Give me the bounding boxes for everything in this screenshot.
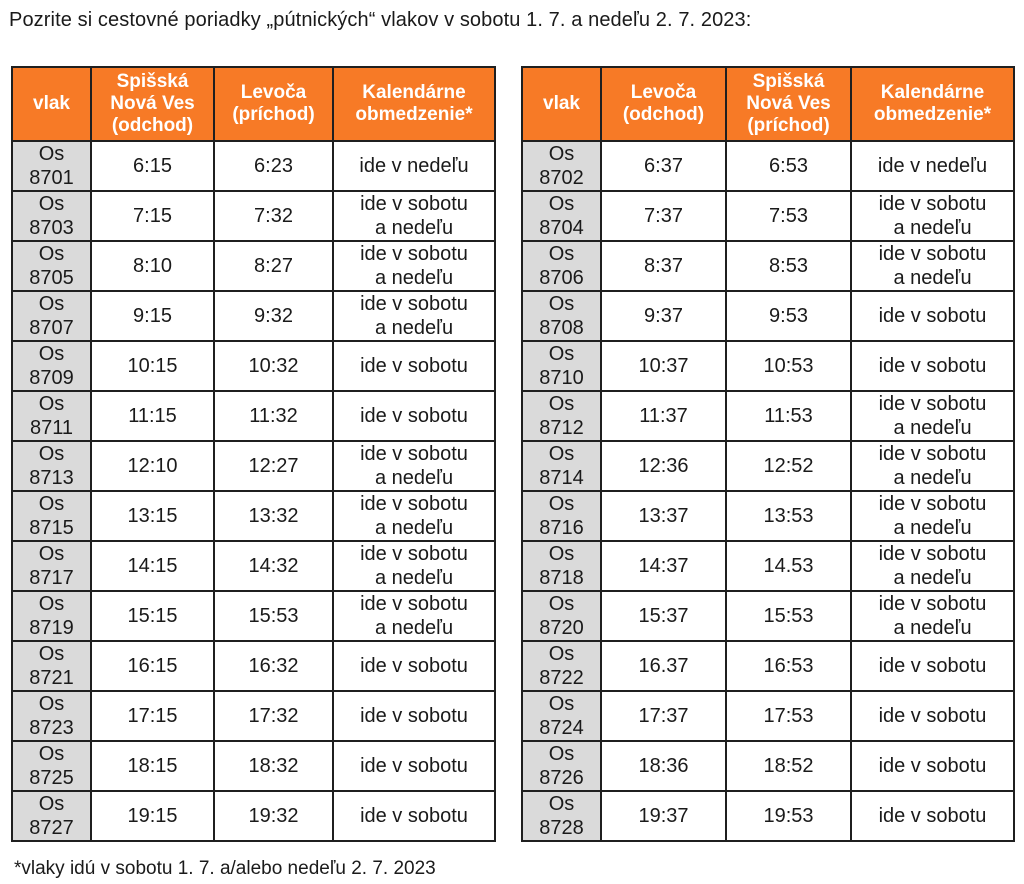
calendar-restriction-line: ide v sobotu bbox=[360, 493, 468, 515]
departure-time: 13:37 bbox=[601, 491, 726, 541]
header-restriction-line: Kalendárne bbox=[880, 82, 985, 103]
table-row bbox=[522, 241, 1014, 291]
header-departure bbox=[91, 67, 214, 141]
arrival-time: 9:53 bbox=[726, 291, 851, 341]
table-row bbox=[12, 391, 495, 441]
train-cell bbox=[522, 741, 601, 791]
footnote: *vlaky idú v sobotu 1. 7. a/alebo nedeľu 2. 7. 2023 bbox=[14, 858, 436, 879]
departure-time: 14:37 bbox=[601, 541, 726, 591]
calendar-restriction bbox=[333, 291, 495, 341]
table-row bbox=[522, 491, 1014, 541]
header-departure-line: (odchod) bbox=[111, 115, 194, 136]
calendar-restriction-line: ide v sobotu bbox=[878, 305, 987, 327]
calendar-restriction-line: ide v sobotu bbox=[878, 705, 987, 727]
train-cell bbox=[522, 341, 601, 391]
calendar-restriction bbox=[851, 491, 1014, 541]
calendar-restriction bbox=[851, 441, 1014, 491]
calendar-restriction-line: ide v sobotu bbox=[878, 393, 987, 415]
train-cell bbox=[12, 741, 91, 791]
table-row bbox=[522, 591, 1014, 641]
train-number: 8714 bbox=[539, 467, 584, 489]
calendar-restriction bbox=[851, 691, 1014, 741]
train-cell bbox=[522, 491, 601, 541]
table-row bbox=[12, 191, 495, 241]
departure-time: 12:36 bbox=[601, 441, 726, 491]
departure-time: 18:15 bbox=[91, 741, 214, 791]
departure-time: 18:36 bbox=[601, 741, 726, 791]
calendar-restriction bbox=[851, 541, 1014, 591]
departure-time: 7:15 bbox=[91, 191, 214, 241]
train-number: 8710 bbox=[539, 367, 584, 389]
header-row bbox=[522, 67, 1014, 141]
calendar-restriction-line: a nedeľu bbox=[893, 417, 972, 439]
departure-time: 17:37 bbox=[601, 691, 726, 741]
calendar-restriction-line: a nedeľu bbox=[374, 517, 454, 539]
train-cell bbox=[12, 641, 91, 691]
arrival-time: 11:53 bbox=[726, 391, 851, 441]
train-number: 8720 bbox=[539, 617, 584, 639]
train-number: 8706 bbox=[539, 267, 584, 289]
train-type: Os bbox=[38, 293, 65, 315]
train-number: 8713 bbox=[29, 467, 74, 489]
calendar-restriction bbox=[333, 591, 495, 641]
train-type: Os bbox=[38, 393, 65, 415]
train-type: Os bbox=[548, 443, 575, 465]
departure-time: 6:37 bbox=[601, 141, 726, 191]
train-cell bbox=[12, 791, 91, 841]
table-row bbox=[12, 741, 495, 791]
arrival-time: 19:53 bbox=[726, 791, 851, 841]
train-type: Os bbox=[548, 493, 575, 515]
calendar-restriction bbox=[851, 341, 1014, 391]
calendar-restriction-line: ide v sobotu bbox=[878, 593, 987, 615]
page-title: Pozrite si cestovné poriadky „pútnických“ vlakov v sobotu 1. 7. a nedeľu 2. 7. 2023: bbox=[9, 9, 752, 31]
train-cell bbox=[522, 541, 601, 591]
header-restriction-line: Kalendárne bbox=[362, 82, 466, 103]
train-number: 8711 bbox=[29, 417, 73, 439]
calendar-restriction-line: ide v sobotu bbox=[878, 443, 987, 465]
train-number: 8702 bbox=[539, 167, 584, 189]
train-type: Os bbox=[548, 293, 575, 315]
train-cell bbox=[12, 691, 91, 741]
train-type: Os bbox=[38, 493, 65, 515]
train-cell bbox=[522, 691, 601, 741]
header-departure-line: Levoča bbox=[630, 82, 697, 103]
table-row bbox=[12, 141, 495, 191]
table-row bbox=[12, 541, 495, 591]
calendar-restriction-line: a nedeľu bbox=[893, 467, 972, 489]
calendar-restriction bbox=[333, 741, 495, 791]
calendar-restriction-line: a nedeľu bbox=[374, 217, 454, 239]
table-row bbox=[522, 791, 1014, 841]
train-type: Os bbox=[548, 193, 575, 215]
train-number: 8715 bbox=[29, 517, 74, 539]
train-number: 8718 bbox=[539, 567, 584, 589]
table-row bbox=[12, 291, 495, 341]
arrival-time: 11:32 bbox=[214, 391, 333, 441]
header-departure-line: Spišská bbox=[116, 71, 189, 92]
calendar-restriction bbox=[333, 191, 495, 241]
calendar-restriction-line: a nedeľu bbox=[374, 267, 454, 289]
arrival-time: 12:52 bbox=[726, 441, 851, 491]
departure-time: 16.37 bbox=[601, 641, 726, 691]
header-train: vlak bbox=[12, 67, 91, 141]
arrival-time: 6:23 bbox=[214, 141, 333, 191]
train-number: 8701 bbox=[29, 167, 74, 189]
calendar-restriction-line: ide v sobotu bbox=[878, 493, 987, 515]
train-cell bbox=[522, 291, 601, 341]
departure-time: 7:37 bbox=[601, 191, 726, 241]
arrival-time: 10:32 bbox=[214, 341, 333, 391]
train-cell bbox=[522, 191, 601, 241]
arrival-time: 14:32 bbox=[214, 541, 333, 591]
table-row bbox=[12, 641, 495, 691]
train-number: 8725 bbox=[29, 767, 74, 789]
calendar-restriction bbox=[333, 491, 495, 541]
train-number: 8727 bbox=[29, 817, 74, 839]
arrival-time: 14.53 bbox=[726, 541, 851, 591]
calendar-restriction-line: ide v sobotu bbox=[878, 805, 987, 827]
calendar-restriction bbox=[333, 641, 495, 691]
table-row bbox=[522, 541, 1014, 591]
calendar-restriction-line: ide v sobotu bbox=[360, 543, 468, 565]
calendar-restriction bbox=[851, 741, 1014, 791]
departure-time: 11:37 bbox=[601, 391, 726, 441]
header-departure bbox=[601, 67, 726, 141]
train-number: 8722 bbox=[539, 667, 584, 689]
table-row bbox=[12, 441, 495, 491]
arrival-time: 16:53 bbox=[726, 641, 851, 691]
calendar-restriction-line: ide v sobotu bbox=[878, 543, 987, 565]
arrival-time: 18:32 bbox=[214, 741, 333, 791]
timetable-levoca-to-spisska bbox=[521, 66, 1015, 842]
train-cell bbox=[522, 641, 601, 691]
departure-time: 6:15 bbox=[91, 141, 214, 191]
arrival-time: 9:32 bbox=[214, 291, 333, 341]
calendar-restriction-line: a nedeľu bbox=[374, 617, 454, 639]
train-number: 8728 bbox=[539, 817, 584, 839]
train-number: 8723 bbox=[29, 717, 74, 739]
train-type: Os bbox=[38, 343, 65, 365]
train-type: Os bbox=[548, 743, 575, 765]
departure-time: 13:15 bbox=[91, 491, 214, 541]
header-row bbox=[12, 67, 495, 141]
calendar-restriction-line: ide v sobotu bbox=[878, 355, 987, 377]
header-restriction-line: obmedzenie* bbox=[873, 104, 992, 125]
calendar-restriction bbox=[333, 141, 495, 191]
train-cell bbox=[522, 391, 601, 441]
calendar-restriction bbox=[333, 391, 495, 441]
table-row bbox=[522, 141, 1014, 191]
train-cell bbox=[12, 241, 91, 291]
table-row bbox=[12, 791, 495, 841]
train-type: Os bbox=[38, 193, 65, 215]
train-type: Os bbox=[38, 693, 65, 715]
table-row bbox=[522, 441, 1014, 491]
train-number: 8721 bbox=[29, 667, 74, 689]
table-row bbox=[522, 641, 1014, 691]
header-arrival-line: Spišská bbox=[752, 71, 825, 92]
calendar-restriction-line: ide v sobotu bbox=[878, 755, 987, 777]
train-cell bbox=[12, 341, 91, 391]
arrival-time: 10:53 bbox=[726, 341, 851, 391]
calendar-restriction-line: ide v sobotu bbox=[360, 593, 468, 615]
table-row bbox=[522, 191, 1014, 241]
calendar-restriction-line: a nedeľu bbox=[893, 217, 972, 239]
train-type: Os bbox=[38, 593, 65, 615]
train-cell bbox=[12, 541, 91, 591]
header-arrival bbox=[726, 67, 851, 141]
departure-time: 8:10 bbox=[91, 241, 214, 291]
table-row bbox=[12, 491, 495, 541]
header-arrival-line: (príchod) bbox=[232, 104, 315, 125]
calendar-restriction bbox=[333, 441, 495, 491]
table-row bbox=[12, 241, 495, 291]
table-row bbox=[522, 691, 1014, 741]
calendar-restriction bbox=[851, 241, 1014, 291]
calendar-restriction-line: a nedeľu bbox=[374, 467, 454, 489]
train-cell bbox=[12, 191, 91, 241]
departure-time: 19:37 bbox=[601, 791, 726, 841]
train-type: Os bbox=[548, 793, 575, 815]
train-number: 8708 bbox=[539, 317, 584, 339]
header-restriction bbox=[851, 67, 1014, 141]
calendar-restriction-line: a nedeľu bbox=[893, 517, 972, 539]
departure-time: 14:15 bbox=[91, 541, 214, 591]
arrival-time: 16:32 bbox=[214, 641, 333, 691]
calendar-restriction-line: ide v sobotu bbox=[360, 705, 468, 727]
calendar-restriction-line: ide v nedeľu bbox=[359, 155, 469, 177]
arrival-time: 8:53 bbox=[726, 241, 851, 291]
calendar-restriction-line: ide v sobotu bbox=[878, 243, 987, 265]
calendar-restriction bbox=[333, 691, 495, 741]
calendar-restriction bbox=[851, 391, 1014, 441]
train-number: 8707 bbox=[29, 317, 74, 339]
train-type: Os bbox=[548, 643, 575, 665]
train-type: Os bbox=[38, 743, 65, 765]
departure-time: 15:37 bbox=[601, 591, 726, 641]
departure-time: 19:15 bbox=[91, 791, 214, 841]
header-train: vlak bbox=[522, 67, 601, 141]
departure-time: 17:15 bbox=[91, 691, 214, 741]
calendar-restriction-line: ide v sobotu bbox=[360, 443, 468, 465]
train-cell bbox=[522, 791, 601, 841]
table-row bbox=[12, 691, 495, 741]
calendar-restriction bbox=[851, 641, 1014, 691]
departure-time: 10:37 bbox=[601, 341, 726, 391]
train-cell bbox=[522, 441, 601, 491]
calendar-restriction bbox=[851, 291, 1014, 341]
calendar-restriction-line: ide v sobotu bbox=[360, 355, 468, 377]
calendar-restriction-line: ide v sobotu bbox=[360, 293, 468, 315]
arrival-time: 12:27 bbox=[214, 441, 333, 491]
calendar-restriction-line: a nedeľu bbox=[893, 567, 972, 589]
train-number: 8716 bbox=[539, 517, 584, 539]
calendar-restriction-line: ide v nedeľu bbox=[877, 155, 988, 177]
calendar-restriction-line: ide v sobotu bbox=[360, 405, 468, 427]
calendar-restriction-line: a nedeľu bbox=[893, 617, 972, 639]
train-number: 8705 bbox=[29, 267, 74, 289]
calendar-restriction-line: ide v sobotu bbox=[878, 655, 987, 677]
calendar-restriction bbox=[333, 791, 495, 841]
header-arrival bbox=[214, 67, 333, 141]
train-type: Os bbox=[38, 243, 65, 265]
arrival-time: 13:53 bbox=[726, 491, 851, 541]
train-cell bbox=[12, 291, 91, 341]
calendar-restriction bbox=[333, 541, 495, 591]
train-number: 8726 bbox=[539, 767, 584, 789]
departure-time: 12:10 bbox=[91, 441, 214, 491]
train-type: Os bbox=[548, 593, 575, 615]
arrival-time: 18:52 bbox=[726, 741, 851, 791]
calendar-restriction-line: ide v sobotu bbox=[360, 755, 468, 777]
departure-time: 9:37 bbox=[601, 291, 726, 341]
calendar-restriction-line: ide v sobotu bbox=[360, 805, 468, 827]
table-row bbox=[522, 341, 1014, 391]
table-row bbox=[522, 391, 1014, 441]
arrival-time: 13:32 bbox=[214, 491, 333, 541]
calendar-restriction bbox=[851, 591, 1014, 641]
calendar-restriction bbox=[333, 241, 495, 291]
train-cell bbox=[522, 591, 601, 641]
table-row bbox=[522, 291, 1014, 341]
calendar-restriction-line: ide v sobotu bbox=[360, 655, 468, 677]
header-arrival-line: (príchod) bbox=[747, 115, 830, 136]
departure-time: 10:15 bbox=[91, 341, 214, 391]
header-departure-line: (odchod) bbox=[622, 104, 705, 125]
arrival-time: 17:32 bbox=[214, 691, 333, 741]
header-departure-line: Nová Ves bbox=[110, 93, 195, 114]
arrival-time: 8:27 bbox=[214, 241, 333, 291]
train-number: 8719 bbox=[29, 617, 74, 639]
arrival-time: 6:53 bbox=[726, 141, 851, 191]
train-number: 8709 bbox=[29, 367, 74, 389]
train-number: 8703 bbox=[29, 217, 74, 239]
train-type: Os bbox=[548, 393, 575, 415]
train-cell bbox=[12, 491, 91, 541]
train-number: 8717 bbox=[29, 567, 74, 589]
departure-time: 11:15 bbox=[91, 391, 214, 441]
table-row bbox=[12, 591, 495, 641]
train-cell bbox=[522, 141, 601, 191]
header-restriction-line: obmedzenie* bbox=[355, 104, 473, 125]
train-type: Os bbox=[38, 643, 65, 665]
arrival-time: 17:53 bbox=[726, 691, 851, 741]
train-type: Os bbox=[548, 143, 575, 165]
train-cell bbox=[12, 391, 91, 441]
calendar-restriction bbox=[333, 341, 495, 391]
calendar-restriction bbox=[851, 191, 1014, 241]
arrival-time: 15:53 bbox=[214, 591, 333, 641]
arrival-time: 7:32 bbox=[214, 191, 333, 241]
calendar-restriction-line: ide v sobotu bbox=[878, 193, 987, 215]
header-arrival-line: Levoča bbox=[240, 82, 307, 103]
calendar-restriction bbox=[851, 141, 1014, 191]
departure-time: 9:15 bbox=[91, 291, 214, 341]
train-type: Os bbox=[548, 693, 575, 715]
train-type: Os bbox=[38, 543, 65, 565]
calendar-restriction-line: ide v sobotu bbox=[360, 193, 468, 215]
train-cell bbox=[12, 591, 91, 641]
calendar-restriction-line: a nedeľu bbox=[374, 567, 454, 589]
train-cell bbox=[12, 441, 91, 491]
arrival-time: 15:53 bbox=[726, 591, 851, 641]
departure-time: 8:37 bbox=[601, 241, 726, 291]
train-type: Os bbox=[548, 543, 575, 565]
calendar-restriction-line: a nedeľu bbox=[893, 267, 972, 289]
departure-time: 16:15 bbox=[91, 641, 214, 691]
timetable-spisska-to-levoca bbox=[11, 66, 496, 842]
train-number: 8704 bbox=[539, 217, 584, 239]
train-type: Os bbox=[38, 143, 65, 165]
arrival-time: 7:53 bbox=[726, 191, 851, 241]
train-type: Os bbox=[548, 343, 575, 365]
train-cell bbox=[522, 241, 601, 291]
departure-time: 15:15 bbox=[91, 591, 214, 641]
header-restriction bbox=[333, 67, 495, 141]
train-cell bbox=[12, 141, 91, 191]
header-arrival-line: Nová Ves bbox=[746, 93, 831, 114]
calendar-restriction bbox=[851, 791, 1014, 841]
train-type: Os bbox=[548, 243, 575, 265]
train-number: 8712 bbox=[539, 417, 584, 439]
train-number: 8724 bbox=[539, 717, 584, 739]
train-type: Os bbox=[38, 793, 65, 815]
calendar-restriction-line: ide v sobotu bbox=[360, 243, 468, 265]
arrival-time: 19:32 bbox=[214, 791, 333, 841]
train-type: Os bbox=[38, 443, 65, 465]
table-row bbox=[522, 741, 1014, 791]
table-row bbox=[12, 341, 495, 391]
calendar-restriction-line: a nedeľu bbox=[374, 317, 454, 339]
